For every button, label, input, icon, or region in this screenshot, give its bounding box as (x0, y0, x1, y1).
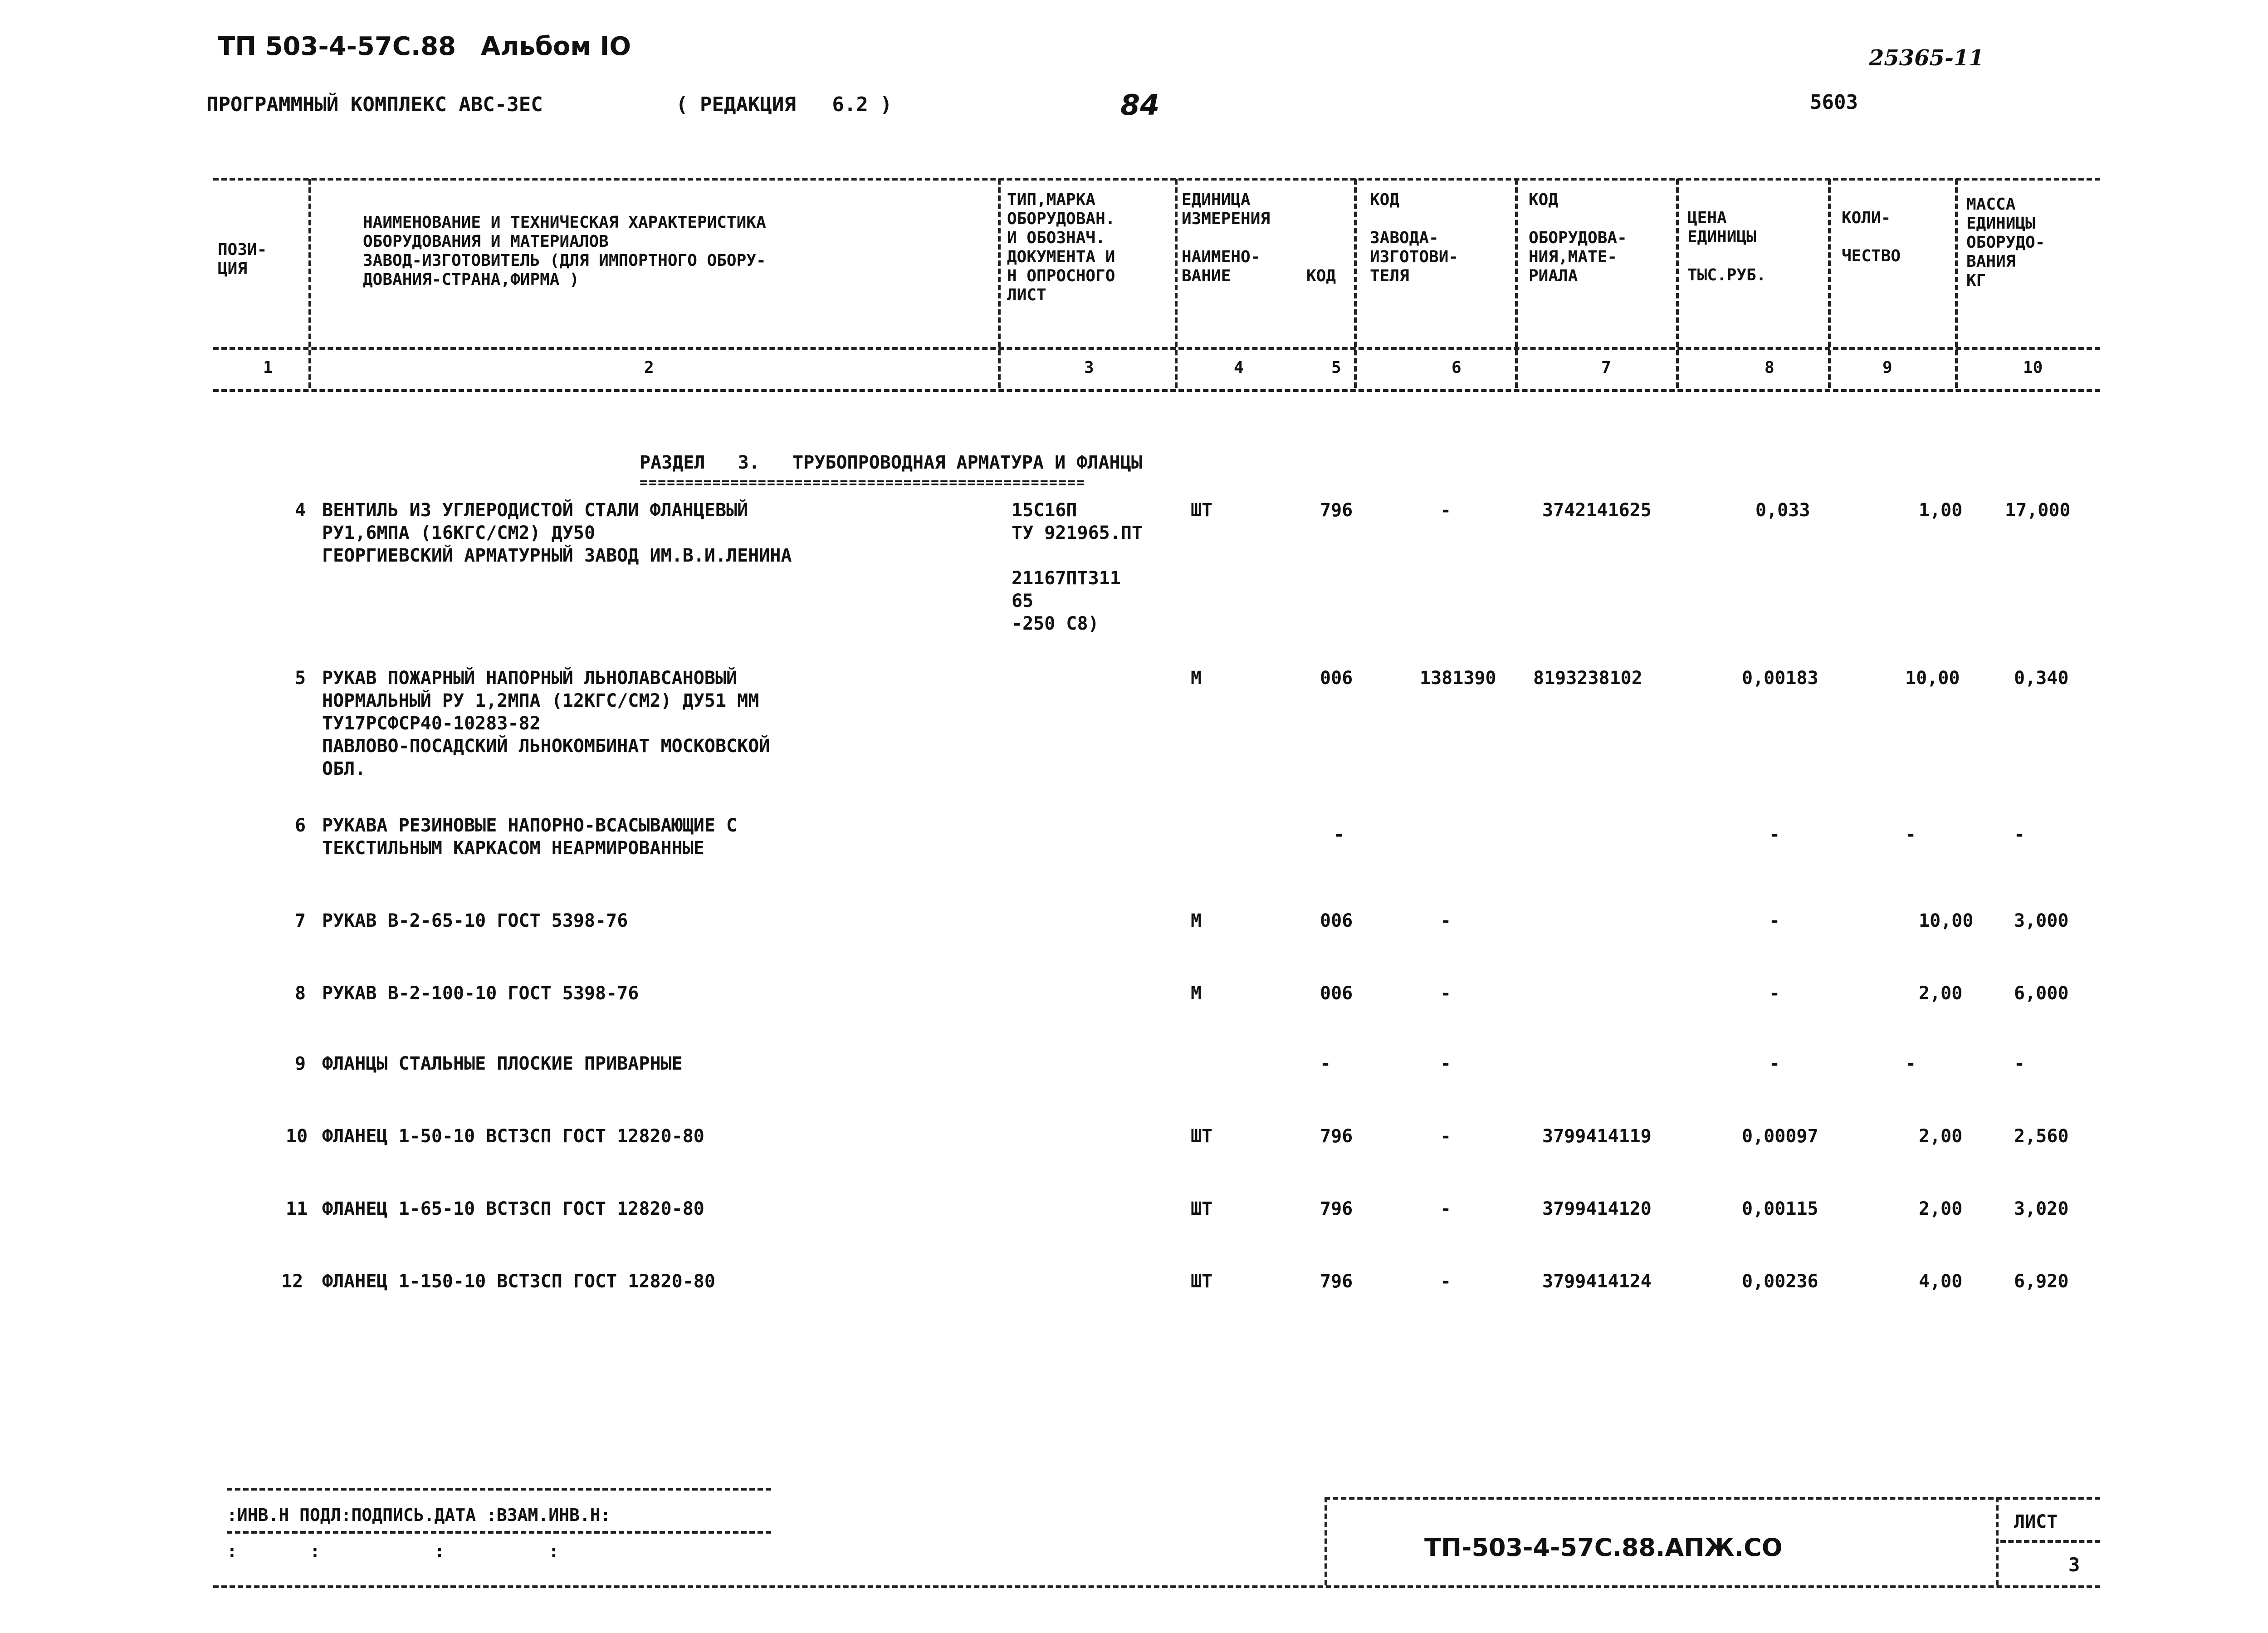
row-unit-code: 796 (1320, 1198, 1353, 1219)
row-quantity: - (1905, 1053, 1916, 1074)
sheet-divider (2000, 1540, 2100, 1543)
row-name: ФЛАНЕЦ 1-65-10 ВСТ3СП ГОСТ 12820-80 (322, 1198, 704, 1219)
section-title: РАЗДЕЛ 3. ТРУБОПРОВОДНАЯ АРМАТУРА И ФЛАНЦЫ (640, 452, 1142, 473)
row-quantity: 4,00 (1919, 1271, 1963, 1292)
footer-left-mid-rule (227, 1531, 771, 1534)
row-quantity: 2,00 (1919, 1126, 1963, 1147)
row-price: - (1769, 824, 1780, 845)
row-mass: 0,340 (2014, 668, 2069, 689)
row-maker-code: - (1440, 1126, 1452, 1147)
col-number-9: 9 (1882, 358, 1892, 377)
row-item-code: 3742141625 (1542, 500, 1652, 521)
row-position: 7 (295, 910, 306, 931)
row-item-code: 3799414120 (1542, 1198, 1652, 1219)
row-unit-code: - (1320, 1053, 1331, 1074)
row-quantity: 2,00 (1919, 1198, 1963, 1219)
sheet-number: 3 (2068, 1554, 2080, 1576)
row-position: 4 (295, 500, 306, 521)
sheet-label: ЛИСТ (2014, 1511, 2058, 1532)
row-position: 12 (281, 1271, 303, 1292)
row-unit-code: 796 (1320, 1271, 1353, 1292)
handwritten-number: 25365-11 (1869, 45, 1984, 71)
col-header-name: НАИМЕНОВАНИЕ И ТЕХНИЧЕСКАЯ ХАРАКТЕРИСТИКА ОБОРУДОВАНИЯ И МАТЕРИАЛОВ ЗАВОД-ИЗГОТОВИТЕЛЬ (ДЛЯ ИМПОРТНОГО ОБОРУ- ДОВАНИЯ-СТРАНА,ФИРМА ) (363, 213, 766, 289)
row-quantity: 1,00 (1919, 500, 1963, 521)
row-unit: М (1191, 910, 1202, 931)
row-position: 8 (295, 983, 306, 1004)
row-quantity: 10,00 (1919, 910, 1974, 931)
stamp-top-rule (1325, 1497, 2100, 1500)
row-mass: 3,020 (2014, 1198, 2069, 1219)
row-quantity: - (1905, 824, 1916, 845)
col-header-mass: МАССА ЕДИНИЦЫ ОБОРУДО- ВАНИЯ КГ (1966, 195, 2045, 290)
row-maker-code: - (1440, 1053, 1452, 1074)
row-unit: М (1191, 668, 1202, 689)
row-maker-code: 1381390 (1420, 668, 1496, 689)
header-top-rule (213, 178, 2100, 181)
col-sep (1354, 179, 1357, 388)
col-sep (1828, 179, 1831, 388)
program-complex: ПРОГРАММНЫЙ КОМПЛЕКС АВС-3ЕС (206, 93, 543, 116)
row-quantity: 2,00 (1919, 983, 1963, 1004)
col-number-7: 7 (1601, 358, 1611, 377)
row-unit: ШТ (1191, 1126, 1213, 1147)
row-name: ВЕНТИЛЬ ИЗ УГЛЕРОДИСТОЙ СТАЛИ ФЛАНЦЕВЫЙ РУ1,6МПА (16КГС/СМ2) ДУ50 ГЕОРГИЕВСКИЙ АРМАТУРНЫЙ ЗАВОД ИМ.В.И.ЛЕНИНА (322, 500, 792, 566)
stamp-code: ТП-503-4-57С.88.АПЖ.СО (1424, 1533, 1783, 1562)
footer-left-top-rule (227, 1488, 771, 1491)
row-item-code: 3799414119 (1542, 1126, 1652, 1147)
row-name: ФЛАНЦЫ СТАЛЬНЫЕ ПЛОСКИЕ ПРИВАРНЫЕ (322, 1053, 683, 1074)
row-unit: ШТ (1191, 1198, 1213, 1219)
row-price: - (1769, 910, 1780, 931)
row-unit-code: 006 (1320, 983, 1353, 1004)
col-header-position: ПОЗИ- ЦИЯ (218, 240, 267, 278)
row-mass: - (2014, 824, 2025, 845)
row-unit-code: 796 (1320, 1126, 1353, 1147)
row-mass: 2,560 (2014, 1126, 2069, 1147)
row-position: 9 (295, 1053, 306, 1074)
stamp-right-rule (1996, 1497, 1999, 1585)
edition-label: ( РЕДАКЦИЯ 6.2 ) (676, 93, 892, 116)
col-number-5: 5 (1331, 358, 1341, 377)
col-number-1: 1 (263, 358, 273, 377)
row-position: 5 (295, 668, 306, 689)
col-header-quantity: КОЛИ- ЧЕСТВО (1842, 209, 1901, 265)
row-mass: 17,000 (2005, 500, 2071, 521)
col-number-2: 2 (644, 358, 654, 377)
col-header-type: ТИП,МАРКА ОБОРУДОВАН. И ОБОЗНАЧ. ДОКУМЕНТА И Н ОПРОСНОГО ЛИСТ (1007, 191, 1115, 304)
row-position: 10 (286, 1126, 308, 1147)
row-maker-code: - (1440, 1198, 1452, 1219)
col-header-unit-code: КОД (1306, 267, 1336, 285)
col-sep (1955, 179, 1958, 388)
section-underline: ================================================= (640, 475, 1086, 491)
col-number-4: 4 (1234, 358, 1244, 377)
row-position: 11 (286, 1198, 308, 1219)
stamp-left-rule (1325, 1497, 1327, 1585)
col-sep (1515, 179, 1518, 388)
row-mass: 6,000 (2014, 983, 2069, 1004)
row-unit: ШТ (1191, 1271, 1213, 1292)
row-mass: 6,920 (2014, 1271, 2069, 1292)
row-unit: ШТ (1191, 500, 1213, 521)
footer-bottom-rule (213, 1585, 2100, 1588)
row-price: 0,00115 (1742, 1198, 1818, 1219)
footer-signature-cells: : : : : (227, 1541, 559, 1561)
row-type: 15С16П ТУ 921965.ПТ 21167ПТ311 65 -250 С8) (1012, 500, 1143, 634)
row-maker-code: - (1440, 983, 1452, 1004)
col-sep (308, 179, 311, 388)
row-unit-code: - (1334, 824, 1345, 845)
row-name: РУКАВА РЕЗИНОВЫЕ НАПОРНО-ВСАСЫВАЮЩИЕ С ТЕКСТИЛЬНЫМ КАРКАСОМ НЕАРМИРОВАННЫЕ (322, 815, 738, 859)
page-number: 84 (1120, 88, 1160, 122)
row-quantity: 10,00 (1905, 668, 1960, 689)
row-mass: 3,000 (2014, 910, 2069, 931)
row-position: 6 (295, 815, 306, 836)
row-name: ФЛАНЕЦ 1-150-10 ВСТ3СП ГОСТ 12820-80 (322, 1271, 715, 1292)
col-sep (1676, 179, 1679, 388)
row-price: 0,00236 (1742, 1271, 1818, 1292)
col-sep (1175, 179, 1178, 388)
row-price: 0,00183 (1742, 668, 1818, 689)
row-item-code: 3799414124 (1542, 1271, 1652, 1292)
row-unit-code: 796 (1320, 500, 1353, 521)
col-number-10: 10 (2023, 358, 2043, 377)
row-mass: - (2014, 1053, 2025, 1074)
row-unit-code: 006 (1320, 910, 1353, 931)
header-bottom-rule (213, 389, 2100, 392)
col-number-8: 8 (1765, 358, 1774, 377)
row-name: РУКАВ ПОЖАРНЫЙ НАПОРНЫЙ ЛЬНОЛАВСАНОВЫЙ НОРМАЛЬНЫЙ РУ 1,2МПА (12КГС/СМ2) ДУ51 ММ ТУ17РСФСР40-10283-82 ПАВЛОВО-ПОСАДСКИЙ ЛЬНОКОМБИНАТ МОСКОВСКОЙ ОБЛ. (322, 668, 770, 779)
album-label: Альбом IO (481, 32, 631, 61)
row-price: - (1769, 1053, 1780, 1074)
row-maker-code: - (1440, 910, 1452, 931)
row-unit-code: 006 (1320, 668, 1353, 689)
row-name: РУКАВ В-2-65-10 ГОСТ 5398-76 (322, 910, 628, 931)
header-mid-rule (213, 347, 2100, 350)
doc-code: ТП 503-4-57С.88 (218, 32, 456, 61)
row-price: 0,033 (1755, 500, 1810, 521)
row-unit: М (1191, 983, 1202, 1004)
row-price: 0,00097 (1742, 1126, 1818, 1147)
row-name: ФЛАНЕЦ 1-50-10 ВСТ3СП ГОСТ 12820-80 (322, 1126, 704, 1147)
row-name: РУКАВ В-2-100-10 ГОСТ 5398-76 (322, 983, 639, 1004)
col-header-unit: ЕДИНИЦА ИЗМЕРЕНИЯ НАИМЕНО- ВАНИЕ (1182, 191, 1271, 285)
col-number-6: 6 (1452, 358, 1461, 377)
col-sep (998, 179, 1001, 388)
row-maker-code: - (1440, 500, 1452, 521)
row-price: - (1769, 983, 1780, 1004)
col-number-3: 3 (1084, 358, 1094, 377)
row-item-code: 8193238102 (1533, 668, 1642, 689)
col-header-item-code: КОД ОБОРУДОВА- НИЯ,МАТЕ- РИАЛА (1529, 191, 1627, 285)
footer-signature-header: :ИНВ.Н ПОДЛ:ПОДПИСЬ.ДАТА :ВЗАМ.ИНВ.Н: (227, 1505, 611, 1525)
col-header-price: ЦЕНА ЕДИНИЦЫ ТЫС.РУБ. (1687, 209, 1766, 284)
sheet-code: 5603 (1810, 91, 1858, 114)
row-maker-code: - (1440, 1271, 1452, 1292)
col-header-maker-code: КОД ЗАВОДА- ИЗГОТОВИ- ТЕЛЯ (1370, 191, 1459, 285)
